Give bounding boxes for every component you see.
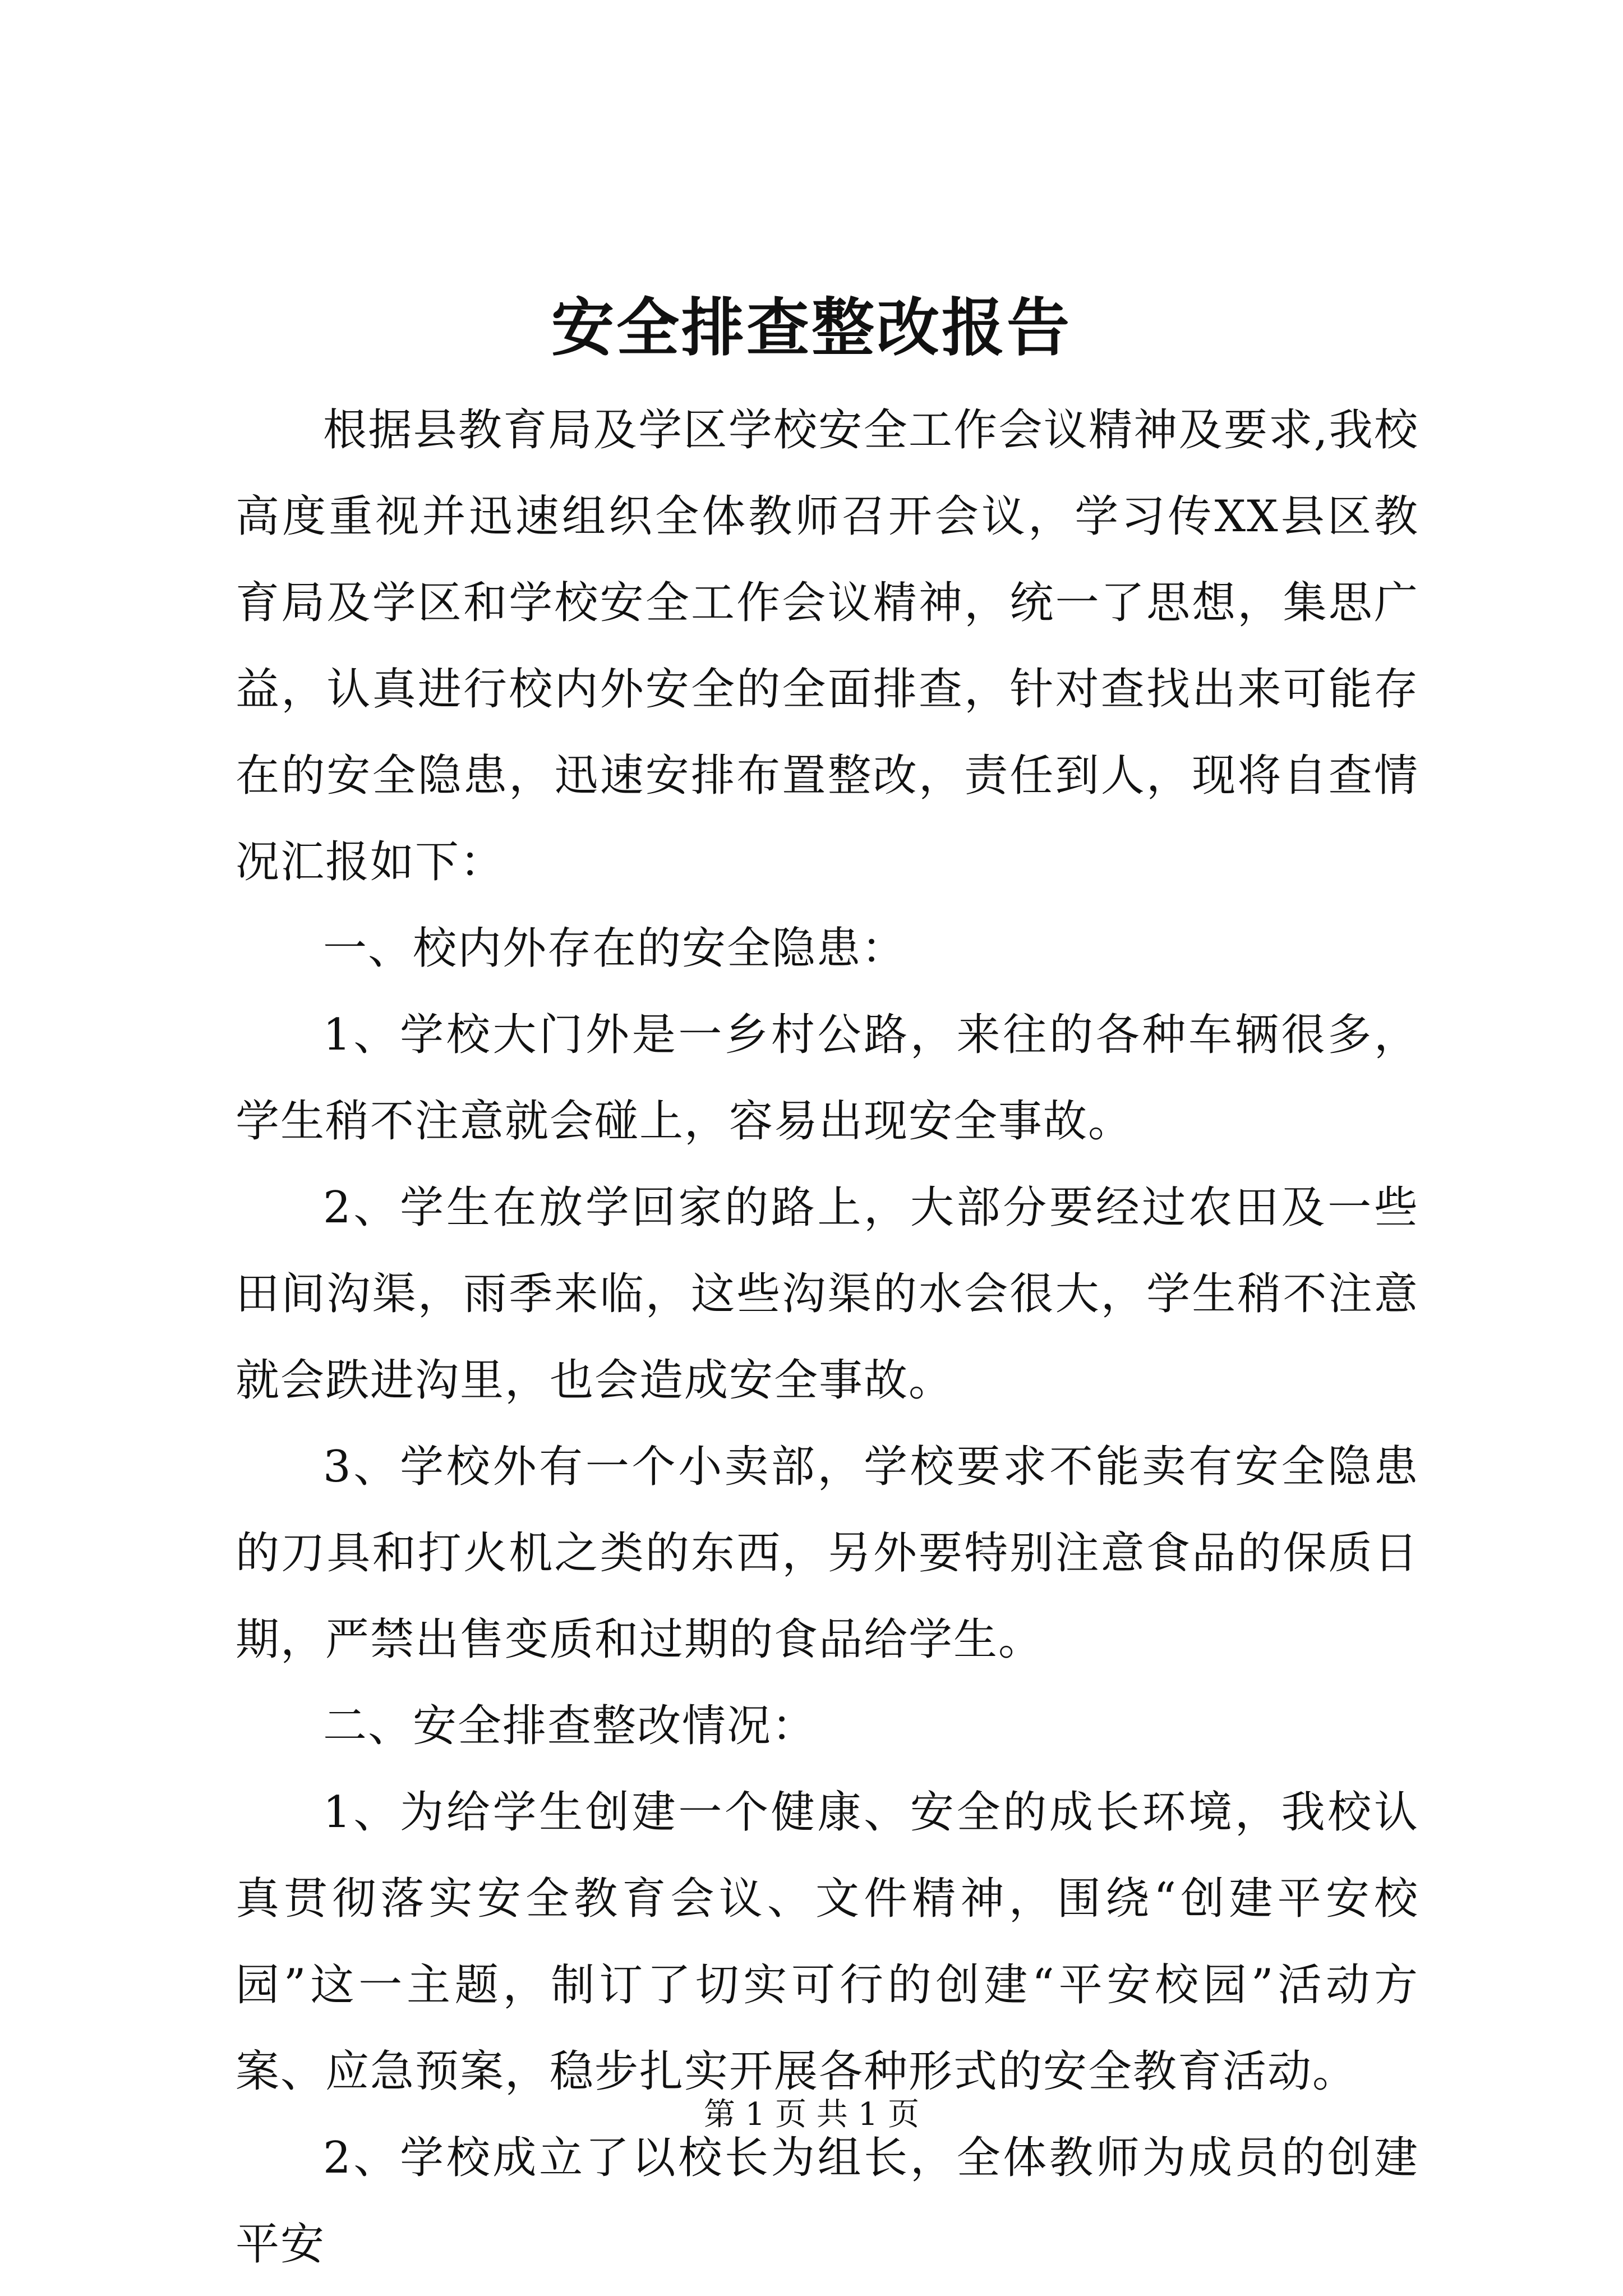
section-heading-hazards: 一、校内外存在的安全隐患： [323, 923, 907, 974]
paragraph-hazard-1: 1、学校大门外是一乡村公路，来往的各种车辆很多，学生稍不注意就会碰上，容易出现安全事故。 [236, 1010, 1419, 1147]
section-heading-rectification: 二、安全排查整改情况： [323, 1701, 817, 1751]
paragraph-hazard-3: 3、学校外有一个小卖部，学校要求不能卖有安全隐患的刀具和打火机之类的东西，另外要特别注意食品的保质日期，严禁出售变质和过期的食品给学生。 [236, 1442, 1419, 1665]
paragraph-hazard-2: 2、学生在放学回家的路上，大部分要经过农田及一些田间沟渠，雨季来临，这些沟渠的水会很大，学生稍不注意就会跌进沟里，也会造成安全事故。 [236, 1182, 1419, 1406]
paragraph-rectification-1: 1、为给学生创建一个健康、安全的成长环境，我校认真贯彻落实安全教育会议、文件精神，围绕“创建平安校园”这一主题，制订了切实可行的创建“平安校园”活动方案、应急预案，稳步扎实开展各种形式的安全教育活动。 [236, 1787, 1419, 2097]
paragraph-intro: 根据县教育局及学区学校安全工作会议精神及要求,我校高度重视并迅速组织全体教师召开会议，学习传XX县区教育局及学区和学校安全工作会议精神，统一了思想，集思广益，认真进行校内外安全的全面排查，针对查找出来可能存在的安全隐患，迅速安排布置整改，责任到人，现将自查情况汇报如下： [236, 405, 1419, 887]
page-footer: 第 1 页 共 1 页 [703, 2096, 920, 2133]
paragraph-rectification-2: 2、学校成立了以校长为组长，全体教师为成员的创建平安 [236, 2133, 1419, 2270]
document-title: 安全排查整改报告 [551, 291, 1072, 365]
document-body [236, 387, 1419, 2288]
